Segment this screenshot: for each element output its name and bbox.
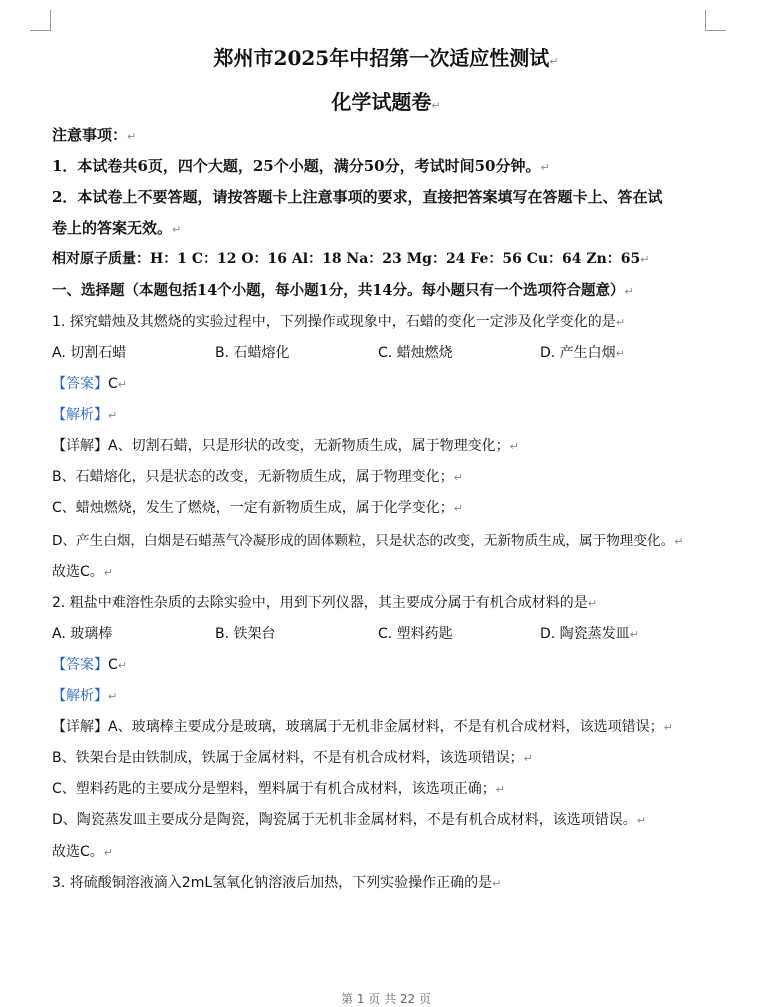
document-title: 郑州市2025年中招第一次适应性测试↵ bbox=[213, 46, 559, 70]
q3-stem: 3. 将硫酸铜溶液滴入2mL氢氧化钠溶液后加热，下列实验操作正确的是↵ bbox=[52, 875, 502, 891]
notes-item-2-cont: 卷上的答案无效。↵ bbox=[52, 219, 182, 237]
q1-option-a: A. 切割石蜡 bbox=[52, 345, 127, 361]
notes-heading: 注意事项：↵ bbox=[52, 126, 137, 144]
crop-mark-top-right bbox=[705, 10, 726, 31]
q1-option-d: D. 产生白烟↵ bbox=[540, 345, 625, 361]
q2-option-b: B. 铁架台 bbox=[215, 626, 276, 642]
q2-option-c: C. 塑料药匙 bbox=[378, 626, 453, 642]
notes-item-1: 1．本试卷共6页，四个大题，25个小题，满分50分，考试时间50分钟。↵ bbox=[52, 157, 550, 175]
q2-detail-a: 【详解】A、玻璃棒主要成分是玻璃，玻璃属于无机非金属材料，不是有机合成材料，该选项错误；↵ bbox=[52, 719, 673, 735]
q1-detail-d: D、产生白烟，白烟是石蜡蒸气冷凝形成的固体颗粒，只是状态的改变，无新物质生成，属于物理变化。↵ bbox=[52, 533, 684, 549]
q1-conclusion: 故选C。↵ bbox=[52, 564, 113, 580]
page-footer: 第 1 页 共 22 页 bbox=[341, 992, 431, 1006]
q2-detail-d: D、陶瓷蒸发皿主要成分是陶瓷，陶瓷属于无机非金属材料，不是有机合成材料，该选项错误。↵ bbox=[52, 812, 646, 828]
section-1-heading: 一、选择题（本题包括14个小题，每小题1分，共14分。每小题只有一个选项符合题意）↵ bbox=[52, 282, 634, 299]
q2-stem: 2. 粗盐中难溶性杂质的去除实验中，用到下列仪器，其主要成分属于有机合成材料的是↵ bbox=[52, 595, 598, 611]
document-subtitle: 化学试题卷↵ bbox=[331, 90, 441, 114]
q1-detail-c: C、蜡烛燃烧，发生了燃烧，一定有新物质生成，属于化学变化；↵ bbox=[52, 500, 463, 516]
q2-answer: 【答案】C↵ bbox=[52, 657, 127, 673]
q2-detail-c: C、塑料药匙的主要成分是塑料，塑料属于有机合成材料，该选项正确；↵ bbox=[52, 781, 505, 797]
notes-item-2: 2．本试卷上不要答题，请按答题卡上注意事项的要求，直接把答案填写在答题卡上、答在试 bbox=[52, 188, 663, 206]
q1-option-b: B. 石蜡熔化 bbox=[215, 345, 290, 361]
q2-detail-b: B、铁架台是由铁制成，铁属于金属材料，不是有机合成材料，该选项错误；↵ bbox=[52, 750, 533, 766]
q2-option-d: D. 陶瓷蒸发皿↵ bbox=[540, 626, 639, 642]
q1-analysis-tag: 【解析】↵ bbox=[52, 407, 118, 423]
atomic-mass-line: 相对原子质量：H：1 C：12 O：16 Al：18 Na：23 Mg：24 Fe：56 Cu：64 Zn：65↵ bbox=[52, 251, 650, 267]
q1-stem: 1. 探究蜡烛及其燃烧的实验过程中，下列操作或现象中，石蜡的变化一定涉及化学变化的是↵ bbox=[52, 314, 626, 330]
q1-answer: 【答案】C↵ bbox=[52, 376, 127, 392]
q2-analysis-tag: 【解析】↵ bbox=[52, 688, 118, 704]
q1-option-c: C. 蜡烛燃烧 bbox=[378, 345, 453, 361]
q1-detail-b: B、石蜡熔化，只是状态的改变，无新物质生成，属于物理变化；↵ bbox=[52, 469, 463, 485]
q2-conclusion: 故选C。↵ bbox=[52, 844, 113, 860]
q1-detail-a: 【详解】A、切割石蜡，只是形状的改变，无新物质生成，属于物理变化；↵ bbox=[52, 438, 519, 454]
q2-option-a: A. 玻璃棒 bbox=[52, 626, 113, 642]
crop-mark-top-left bbox=[30, 10, 51, 31]
